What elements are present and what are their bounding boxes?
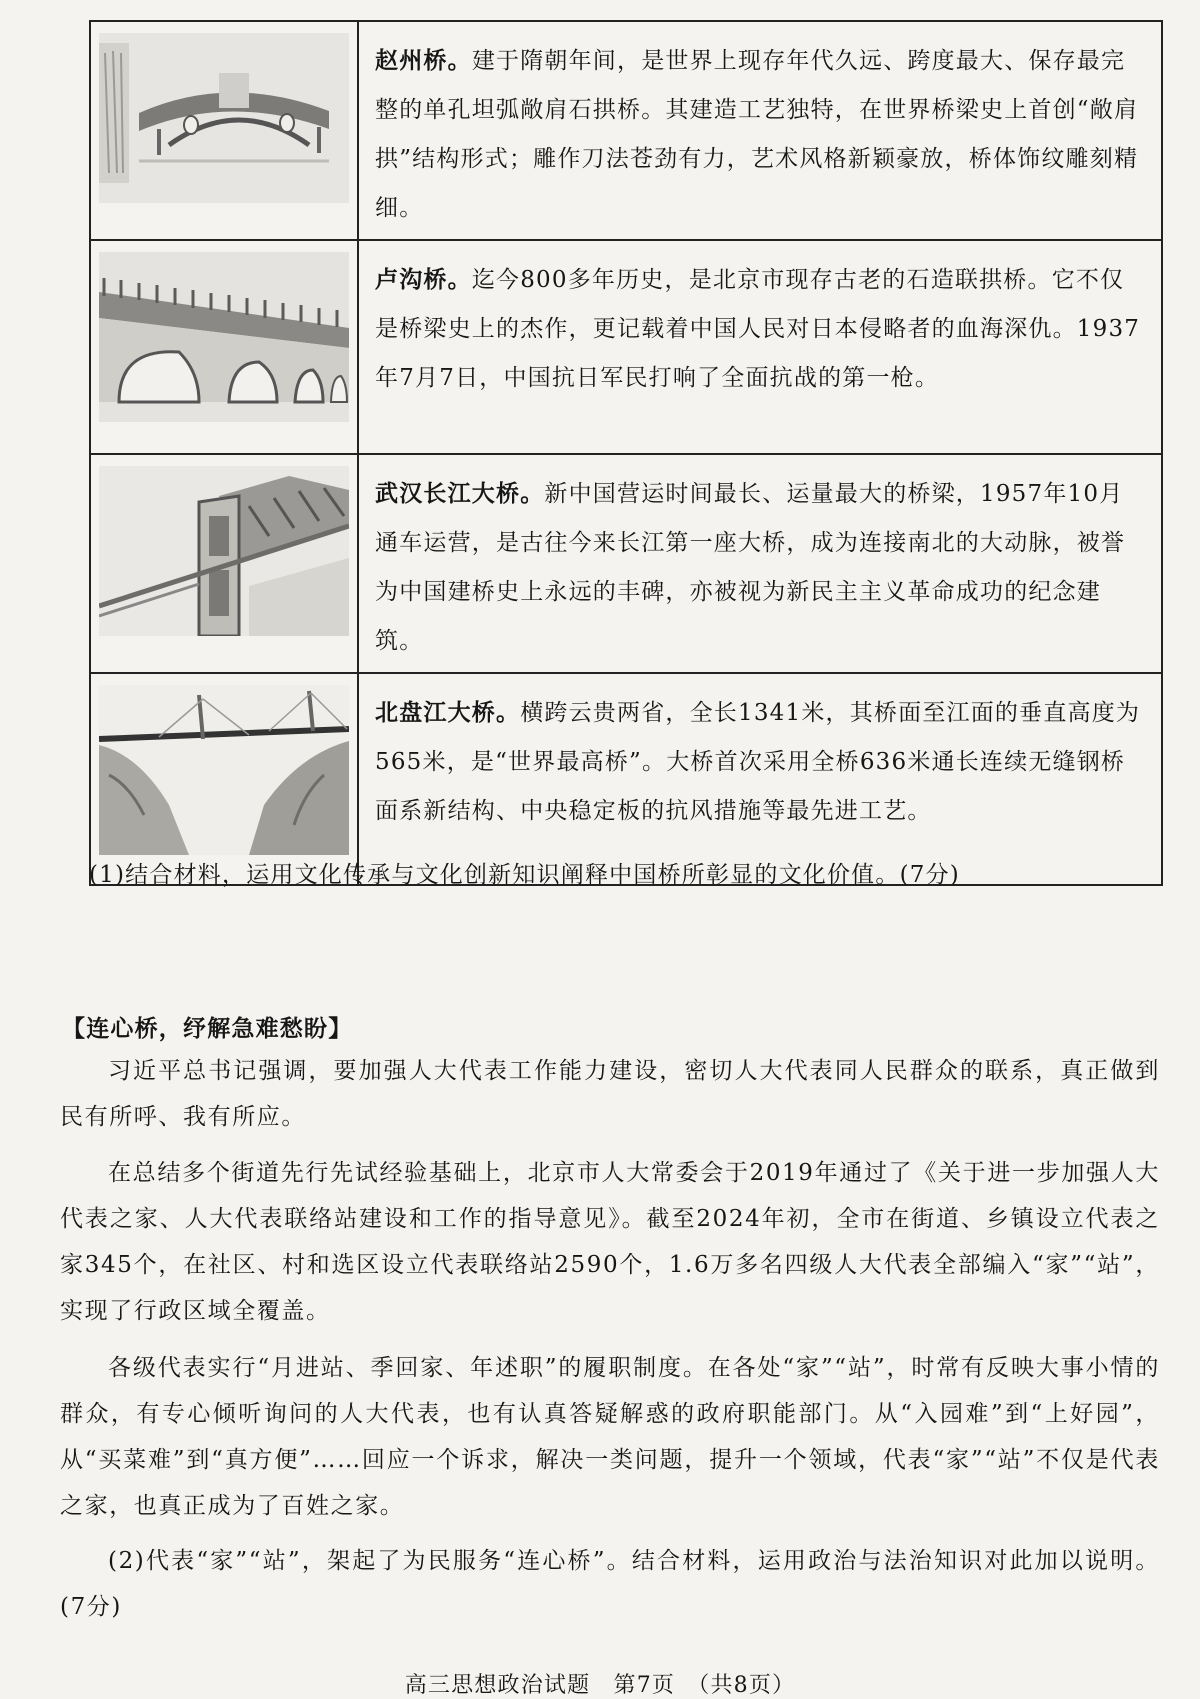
bridge-description [375, 688, 1147, 836]
wuhan-yangtze-bridge-photo [99, 466, 349, 636]
bridge-image-cell [90, 240, 358, 454]
page-footer: 高三思想政治试题 第7页 （共8页） [404, 1673, 796, 1698]
bridge-text: 建于隋朝年间，是世界上现存年代久远、跨度最大、保存最完整的单孔坦弧敞肩石拱桥。其建造工艺独特，在世界桥梁史上首创“敞肩拱”结构形式；雕作刀法苍劲有力，艺术风格新颖豪放，桥体饰纹雕刻精细。 [375, 48, 1139, 221]
zhaozhou-bridge-photo [99, 33, 349, 203]
section-title: 【连心桥，纾解急难愁盼】 [62, 1015, 353, 1042]
bridge-description [375, 469, 1147, 666]
bridge-row-zhaozhou [90, 21, 1162, 240]
bridge-name: 武汉长江大桥。 [375, 480, 545, 507]
lugou-bridge-photo [99, 252, 349, 422]
bridge-desc-cell [358, 454, 1162, 673]
bridge-description [375, 255, 1147, 403]
bridge-description [375, 36, 1147, 233]
bridge-text: 横跨云贵两省，全长1341米，其桥面至江面的垂直高度为565米，是“世界最高桥”。大桥首次采用全桥636米通长连续无缝钢桥面系新结构、中央稳定板的抗风措施等最先进工艺。 [375, 700, 1141, 824]
bridge-image-cell [90, 454, 358, 673]
material-paragraph: 习近平总书记强调，要加强人大代表工作能力建设，密切人大代表同人民群众的联系，真正做到民有所呼、我有所应。 [60, 1058, 1160, 1130]
bridge-name: 赵州桥。 [375, 47, 472, 74]
bridge-desc-cell [358, 21, 1162, 240]
beipanjiang-bridge-photo [99, 685, 349, 855]
bridge-image-cell [90, 21, 358, 240]
question-1: (1)结合材料，运用文化传承与文化创新知识阐释中国桥所彰显的文化价值。(7分) [89, 862, 960, 888]
bridge-desc-cell [358, 673, 1162, 885]
question-2: (2)代表“家”“站”，架起了为民服务“连心桥”。结合材料，运用政治与法治知识对此加以说明。(7分) [60, 1548, 1160, 1620]
bridge-row-wuhan [90, 454, 1162, 673]
bridge-row-beipanjiang [90, 673, 1162, 885]
material-paragraph: 在总结多个街道先行先试经验基础上，北京市人大常委会于2019年通过了《关于进一步加强人大代表之家、人大代表联络站建设和工作的指导意见》。截至2024年初，全市在街道、乡镇设立代表之家345个，在社区、村和选区设立代表联络站2590个，1.6万多名四级人大代表全部编入“家”“站”，实现了行政区域全覆盖。 [60, 1160, 1160, 1324]
bridge-text: 迄今800多年历史，是北京市现存古老的石造联拱桥。它不仅是桥梁史上的杰作，更记载着中国人民对日本侵略者的血海深仇。1937年7月7日，中国抗日军民打响了全面抗战的第一枪。 [375, 267, 1141, 391]
bridge-desc-cell [358, 240, 1162, 454]
bridge-table [89, 20, 1163, 886]
material-paragraph: 各级代表实行“月进站、季回家、年述职”的履职制度。在各处“家”“站”，时常有反映大事小情的群众，有专心倾听询问的人大代表，也有认真答疑解惑的政府职能部门。从“入园难”到“上好园”，从“买菜难”到“真方便”……回应一个诉求，解决一类问题，提升一个领域，代表“家”“站”不仅是代表之家，也真正成为了百姓之家。 [60, 1355, 1160, 1519]
bridge-row-lugou [90, 240, 1162, 454]
bridge-text: 新中国营运时间最长、运量最大的桥梁，1957年10月通车运营，是古往今来长江第一座大桥，成为连接南北的大动脉，被誉为中国建桥史上永远的丰碑，亦被视为新民主主义革命成功的纪念建筑。 [375, 481, 1126, 654]
bridge-name: 卢沟桥。 [375, 266, 472, 293]
bridge-image-cell [90, 673, 358, 885]
bridge-name: 北盘江大桥。 [375, 699, 521, 726]
